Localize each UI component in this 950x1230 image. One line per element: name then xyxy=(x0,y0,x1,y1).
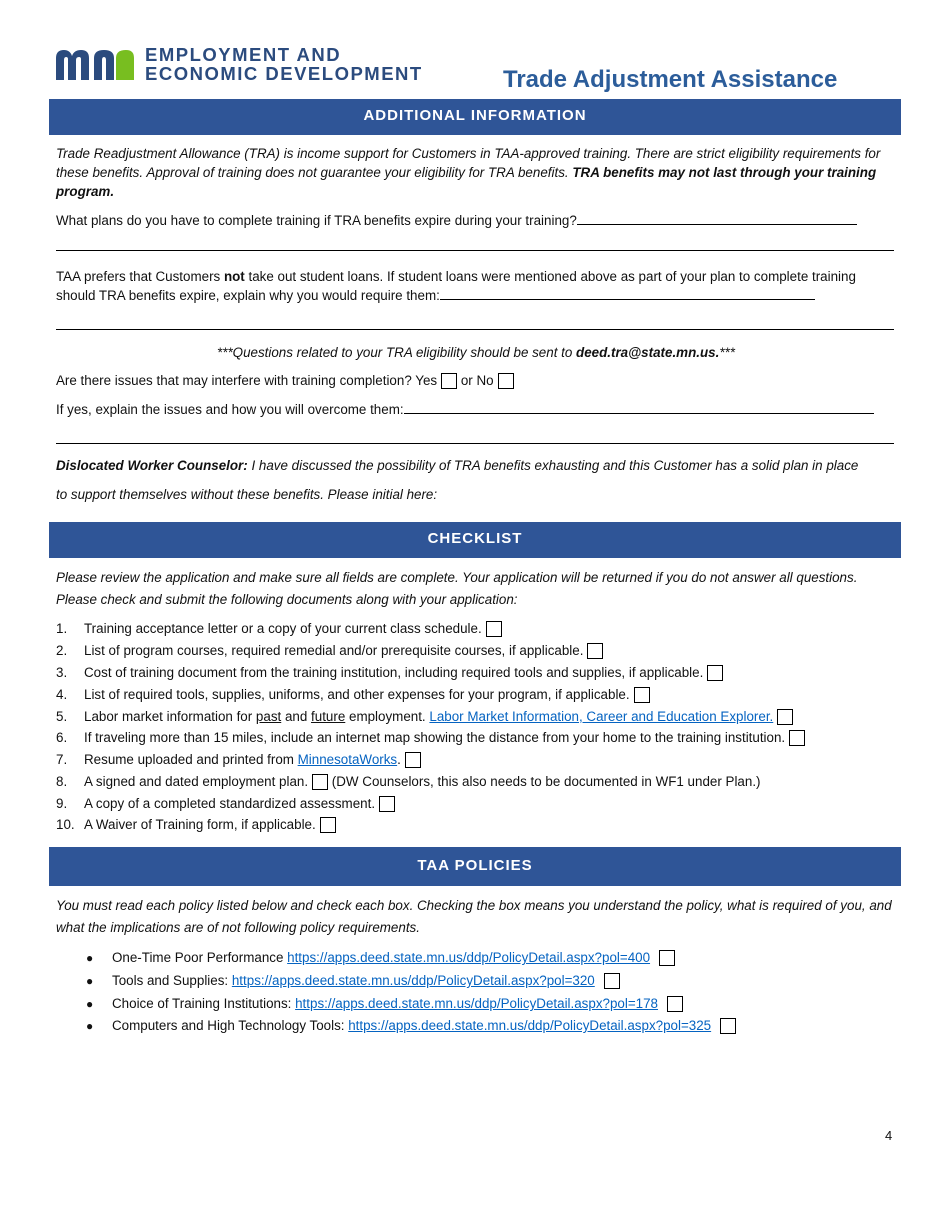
checklist-item xyxy=(56,816,916,834)
tra-contact-email: deed.tra@state.mn.us. xyxy=(576,345,720,360)
additional-info-banner: ADDITIONAL INFORMATION xyxy=(49,99,901,135)
student-loans-answer-line[interactable] xyxy=(440,288,815,300)
tra-contact-text: ***Questions related to your TRA eligibility should be sent to xyxy=(217,345,577,360)
item-number: 9. xyxy=(56,796,68,811)
page-number: 4 xyxy=(885,1128,893,1143)
tra-intro-emphasis: TRA benefits may not last through your training program. xyxy=(56,165,877,199)
item-checkbox[interactable] xyxy=(379,796,395,812)
checklist-item xyxy=(56,642,916,660)
item-text: A Waiver of Training form, if applicable. xyxy=(84,817,316,832)
question-issues-label: Are there issues that may interfere with training completion? Yes xyxy=(56,373,438,388)
item-number: 2. xyxy=(56,643,68,658)
question-training-plan-label: What plans do you have to complete training if TRA benefits expire during your training? xyxy=(56,213,577,228)
item-text: Cost of training document from the training institution, including required tools and supplies, if applicable. xyxy=(84,665,704,680)
item-number: 10. xyxy=(56,817,75,832)
policies-intro: You must read each policy listed below and check each box. Checking the box means you understand the policy, what is required of you, and what the implications are of not following policy requirements. xyxy=(56,898,892,935)
item-checkbox[interactable] xyxy=(587,643,603,659)
item-text: Labor market information for xyxy=(84,709,256,724)
document-title: Trade Adjustment Assistance xyxy=(503,66,838,93)
item-checkbox[interactable] xyxy=(486,621,502,637)
item-checkbox[interactable] xyxy=(707,665,723,681)
student-loans-text-b: take out student loans. If student loans were mentioned above as part of your plan to complete training should TRA benefits expire, explain why you would require them: xyxy=(56,269,856,303)
item-text: A signed and dated employment plan. xyxy=(84,774,309,789)
checklist-item xyxy=(56,795,916,813)
policy-link[interactable]: https://apps.deed.state.mn.us/ddp/PolicyDetail.aspx?pol=320 xyxy=(231,973,595,988)
policy-label: One-Time Poor Performance xyxy=(112,950,288,965)
item-number: 7. xyxy=(56,752,68,767)
bullet-icon: ● xyxy=(86,997,94,1011)
item-number: 6. xyxy=(56,730,68,745)
question-student-loans xyxy=(56,267,896,305)
tra-contact-suffix: *** xyxy=(719,345,735,360)
item-text: A copy of a completed standardized assessment. xyxy=(84,796,376,811)
policy-checkbox[interactable] xyxy=(604,973,620,989)
checklist-item xyxy=(56,729,916,747)
item-checkbox[interactable] xyxy=(405,752,421,768)
agency-name xyxy=(145,45,423,83)
issues-no-checkbox[interactable] xyxy=(498,373,514,389)
item-checkbox[interactable] xyxy=(634,687,650,703)
item-number: 5. xyxy=(56,709,68,724)
student-loans-text-a: TAA prefers that Customers xyxy=(56,269,224,284)
counselor-statement xyxy=(56,456,896,475)
policy-item xyxy=(86,1017,886,1035)
policy-checkbox[interactable] xyxy=(659,950,675,966)
item-checkbox[interactable] xyxy=(320,817,336,833)
issues-or-no-label: or No xyxy=(457,373,494,388)
item-number: 8. xyxy=(56,774,68,789)
mn-logo-icon xyxy=(54,46,136,82)
item-checkbox[interactable] xyxy=(789,730,805,746)
policy-checkbox[interactable] xyxy=(667,996,683,1012)
policy-link[interactable]: https://apps.deed.state.mn.us/ddp/PolicyDetail.aspx?pol=178 xyxy=(295,996,659,1011)
question-training-plan xyxy=(56,211,896,230)
checklist-intro: Please review the application and make sure all fields are complete. Your application will be returned if you do not answer all questions. Please check and submit the following documents along with your application: xyxy=(56,570,858,607)
policy-checkbox[interactable] xyxy=(720,1018,736,1034)
agency-name-line1: EMPLOYMENT AND xyxy=(145,44,342,65)
policy-item xyxy=(86,972,886,990)
item-text-note: (DW Counselors, this also needs to be documented in WF1 under Plan.) xyxy=(328,774,761,789)
counselor-initial-prompt: to support themselves without these benefits. Please initial here: xyxy=(56,487,438,502)
checklist-item xyxy=(56,686,916,704)
checklist-item xyxy=(56,751,916,769)
item-text: List of program courses, required remedial and/or prerequisite courses, if applicable. xyxy=(84,643,584,658)
training-plan-answer-line-2[interactable] xyxy=(56,250,894,251)
policy-link[interactable]: https://apps.deed.state.mn.us/ddp/PolicyDetail.aspx?pol=325 xyxy=(348,1018,712,1033)
item-text-and: and xyxy=(281,709,312,724)
item-number: 1. xyxy=(56,621,68,636)
tra-contact-note xyxy=(56,343,896,362)
minnesotaworks-link[interactable]: MinnesotaWorks xyxy=(297,752,398,767)
checklist-item xyxy=(56,620,916,638)
counselor-label: Dislocated Worker Counselor: xyxy=(56,458,248,473)
bullet-icon: ● xyxy=(86,1019,94,1033)
page-header xyxy=(0,0,950,100)
policy-label: Computers and High Technology Tools: xyxy=(112,1018,349,1033)
item-text-period: . xyxy=(397,752,401,767)
counselor-text: I have discussed the possibility of TRA benefits exhausting and this Customer has a solid plan in place xyxy=(247,458,859,473)
bullet-icon: ● xyxy=(86,951,94,965)
question-issues xyxy=(56,371,896,390)
explain-issues-label: If yes, explain the issues and how you will overcome them: xyxy=(56,402,404,417)
training-plan-answer-line[interactable] xyxy=(577,213,857,225)
policy-item xyxy=(86,949,886,967)
policy-link[interactable]: https://apps.deed.state.mn.us/ddp/PolicyDetail.aspx?pol=400 xyxy=(287,950,651,965)
item-text-b: employment. xyxy=(345,709,430,724)
tra-intro xyxy=(56,144,896,201)
question-explain-issues xyxy=(56,400,896,419)
bullet-icon: ● xyxy=(86,974,94,988)
policy-label: Tools and Supplies: xyxy=(112,973,232,988)
student-loans-answer-line-2[interactable] xyxy=(56,329,894,330)
checklist-item xyxy=(56,708,916,726)
item-text-past: past xyxy=(255,709,282,724)
item-text: List of required tools, supplies, uniforms, and other expenses for your program, if applicable. xyxy=(84,687,630,702)
labor-market-info-link[interactable]: Labor Market Information, Career and Education Explorer. xyxy=(429,709,774,724)
item-number: 4. xyxy=(56,687,68,702)
item-text-future: future xyxy=(311,709,346,724)
checklist-item xyxy=(56,664,916,682)
explain-issues-answer-line[interactable] xyxy=(404,402,874,414)
item-number: 3. xyxy=(56,665,68,680)
item-checkbox[interactable] xyxy=(777,709,793,725)
item-text: If traveling more than 15 miles, include an internet map showing the distance from your home to the training institution. xyxy=(84,730,786,745)
issues-yes-checkbox[interactable] xyxy=(441,373,457,389)
policy-label: Choice of Training Institutions: xyxy=(112,996,296,1011)
policy-item xyxy=(86,995,886,1013)
tra-intro-text: Trade Readjustment Allowance (TRA) is income support for Customers in TAA-approved training. There are strict eligibility requirements for these benefits. Approval of training does not guarantee your eligibility for TRA benefits. xyxy=(56,146,881,180)
item-text: Training acceptance letter or a copy of your current class schedule. xyxy=(84,621,482,636)
item-text: Resume uploaded and printed from xyxy=(84,752,298,767)
student-loans-not: not xyxy=(223,269,245,284)
agency-name-line2: ECONOMIC DEVELOPMENT xyxy=(145,63,423,84)
checklist-banner: CHECKLIST xyxy=(49,522,901,558)
explain-issues-answer-line-2[interactable] xyxy=(56,443,894,444)
item-checkbox[interactable] xyxy=(312,774,328,790)
policies-banner: TAA POLICIES xyxy=(49,847,901,886)
checklist-item xyxy=(56,773,916,791)
